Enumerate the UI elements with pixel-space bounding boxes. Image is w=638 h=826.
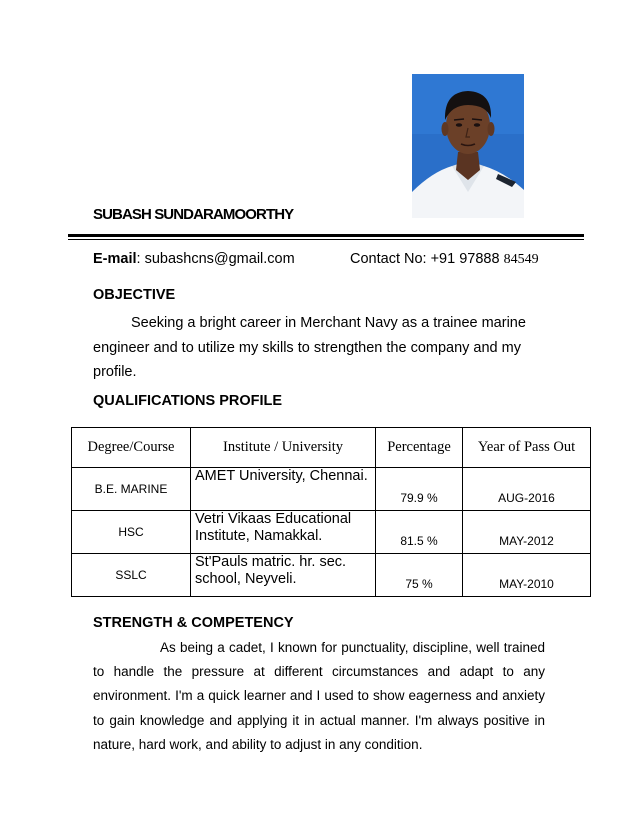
year-cell: MAY-2010 <box>463 554 591 597</box>
strength-heading: STRENGTH & COMPETENCY <box>93 615 294 631</box>
profile-photo <box>412 74 524 218</box>
column-header: Institute / University <box>191 428 376 468</box>
objective-heading: OBJECTIVE <box>93 287 176 303</box>
course-cell: SSLC <box>72 554 191 597</box>
email-address[interactable]: subashcns@gmail.com <box>144 251 295 267</box>
objective-text: Seeking a bright career in Merchant Navy as a trainee marine engineer and to utilize my skills to strengthen the company and my profile. <box>93 315 526 380</box>
email-separator: : <box>136 251 141 267</box>
header-divider-thin <box>68 239 584 240</box>
institute-cell: AMET University, Chennai. <box>191 468 376 511</box>
table-row <box>72 554 591 597</box>
column-header: Year of Pass Out <box>463 428 591 468</box>
contact-number: Contact No: +91 97888 <box>350 251 500 267</box>
table-row <box>72 511 591 554</box>
institute-cell: Vetri Vikaas Educational Institute, Namakkal. <box>191 511 376 554</box>
percentage-cell: 81.5 % <box>376 511 463 554</box>
column-header: Percentage <box>376 428 463 468</box>
percentage-cell: 75 % <box>376 554 463 597</box>
column-header: Degree/Course <box>72 428 191 468</box>
header-divider-thick <box>68 234 584 237</box>
year-cell: AUG-2016 <box>463 468 591 511</box>
course-cell: B.E. MARINE <box>72 468 191 511</box>
percentage-cell: 79.9 % <box>376 468 463 511</box>
year-cell: MAY-2012 <box>463 511 591 554</box>
person-portrait-icon <box>412 74 524 218</box>
table-header-row <box>72 428 591 468</box>
email-line <box>93 251 295 267</box>
table-row <box>72 468 591 511</box>
candidate-name: SUBASH SUNDARAMOORTHY <box>93 206 294 223</box>
institute-cell: St'Pauls matric. hr. sec. school, Neyveli. <box>191 554 376 597</box>
qualifications-heading: QUALIFICATIONS PROFILE <box>93 393 283 409</box>
email-label: E-mail <box>93 251 137 267</box>
strength-paragraph <box>93 636 545 757</box>
objective-paragraph <box>93 311 538 385</box>
contact-number-tail: 84549 <box>503 252 539 267</box>
course-cell: HSC <box>72 511 191 554</box>
strength-text: As being a cadet, I known for punctuality, discipline, well trained to handle the pressure at different circumstances and adapt to any environment. I'm a quick learner and I used to show eagerness and anxiety to gain knowledge and applying it in actual manner. I'm always positive in nature, hard work, and ability to adjust in any condition. <box>93 640 545 752</box>
qualifications-table <box>71 427 591 597</box>
contact-line <box>350 251 539 268</box>
